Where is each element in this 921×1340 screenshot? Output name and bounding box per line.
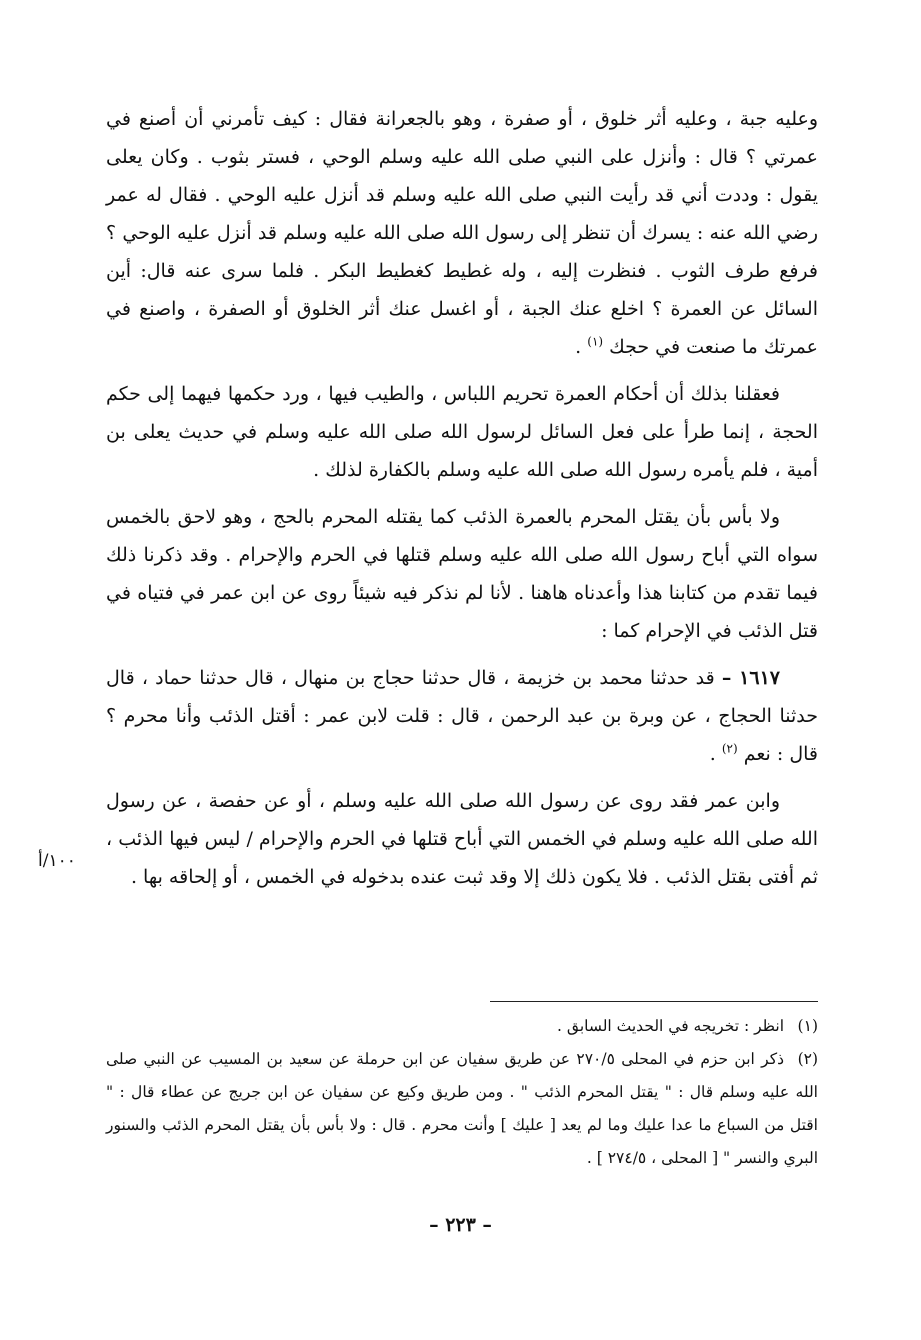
footnotes-section bbox=[106, 1010, 818, 1175]
paragraph: وابن عمر فقد روى عن رسول الله صلى الله عليه وسلم ، أو عن حفصة ، عن رسول الله صلى الله عليه وسلم في الخمس التي أباح قتلها في الحرم والإحرام / ليس فيها الذئب ، ثم أفتى بقتل الذئب . فلا يكون ذلك إلا وقد ثبت عنده بدخوله في الخمس ، أو إلحاقه بها . bbox=[106, 790, 818, 888]
footnote-text: ذكر ابن حزم في المحلى ٢٧٠/٥ عن طريق سفيان عن ابن حرملة عن سعيد بن المسيب عن النبي صلى الله عليه وسلم قال : " يقتل المحرم الذئب " . ومن طريق وكيع عن سفيان عن ابن جريج عن عطاء قال : " اقتل من السباع ما عدا عليك وما لم يعد [ عليك ] وأنت محرم . قال : ولا بأس بأن يقتل المحرم الذئب والسنور البري والنسر " [ المحلى ، ٢٧٤/٥ ] . bbox=[106, 1050, 818, 1167]
page-number: – ٢٢٣ – bbox=[429, 1214, 492, 1236]
paragraph: ولا بأس بأن يقتل المحرم بالعمرة الذئب كما يقتله المحرم بالحج ، وهو لاحق بالخمس سواه التي أباح رسول الله صلى الله عليه وسلم قتلها في الحرم والإحرام . وقد ذكرنا ذلك فيما تقدم من كتابنا هذا وأعدناه هاهنا . لأنا لم نذكر فيه شيئاً روى عن ابن عمر في فتياه في قتل الذئب في الإحرام كما : bbox=[106, 506, 818, 642]
footnote-text: انظر : تخريجه في الحديث السابق . bbox=[557, 1017, 784, 1035]
footnote-reference: (١) bbox=[587, 334, 604, 349]
footnote bbox=[106, 1043, 818, 1175]
paragraph-text: وعليه جبة ، وعليه أثر خلوق ، أو صفرة ، وهو بالجعرانة فقال : كيف تأمرني أن أصنع في عمرتي ؟ قال : وأنزل على النبي صلى الله عليه وسلم الوحي ، فستر بثوب . وكان يعلى يقول : وددت أني قد رأيت النبي صلى الله عليه وسلم قد أنزل عليه الوحي . فقال له عمر رضي الله عنه : يسرك أن تنظر إلى رسول الله صلى الله عليه وسلم قد أنزل عليه الوحي ؟ فرفع طرف الثوب . فنظرت إليه ، وله غطيط كغطيط البكر . فلما سرى عنه قال: أين السائل عن العمرة ؟ اخلع عنك الجبة ، أو اغسل عنك أثر الخلوق أو الصفرة ، واصنع في عمرتك ما صنعت في حجك bbox=[106, 108, 818, 358]
paragraph-text: قد حدثنا محمد بن خزيمة ، قال حدثنا حجاج بن منهال ، قال حدثنا حماد ، قال حدثنا الحجاج ، عن وبرة بن عبد الرحمن ، قال : قلت لابن عمر : أقتل الذئب وأنا محرم ؟ قال : نعم bbox=[106, 667, 818, 765]
footnote-number: (١) bbox=[797, 1017, 818, 1035]
footnote bbox=[106, 1010, 818, 1043]
footnote-divider bbox=[490, 1001, 818, 1002]
paragraph: فعقلنا بذلك أن أحكام العمرة تحريم اللباس ، والطيب فيها ، ورد حكمها فيهما إلى حكم الحجة ، إنما طرأ على فعل السائل لرسول الله صلى الله عليه وسلم في حديث يعلى بن أمية ، فلم يأمره رسول الله صلى الله عليه وسلم بالكفارة لذلك . bbox=[106, 383, 818, 481]
hadith-number: ١٦١٧ – bbox=[721, 667, 780, 689]
paragraph-end: . bbox=[575, 336, 588, 358]
main-text-body bbox=[106, 100, 818, 905]
paragraph-end: . bbox=[709, 743, 722, 765]
footnote-reference: (٢) bbox=[721, 741, 738, 756]
hadith-paragraph bbox=[106, 659, 818, 773]
paragraph bbox=[106, 100, 818, 366]
manuscript-folio-note: ١٠٠/أ bbox=[38, 851, 76, 871]
footnote-number: (٢) bbox=[797, 1050, 819, 1068]
